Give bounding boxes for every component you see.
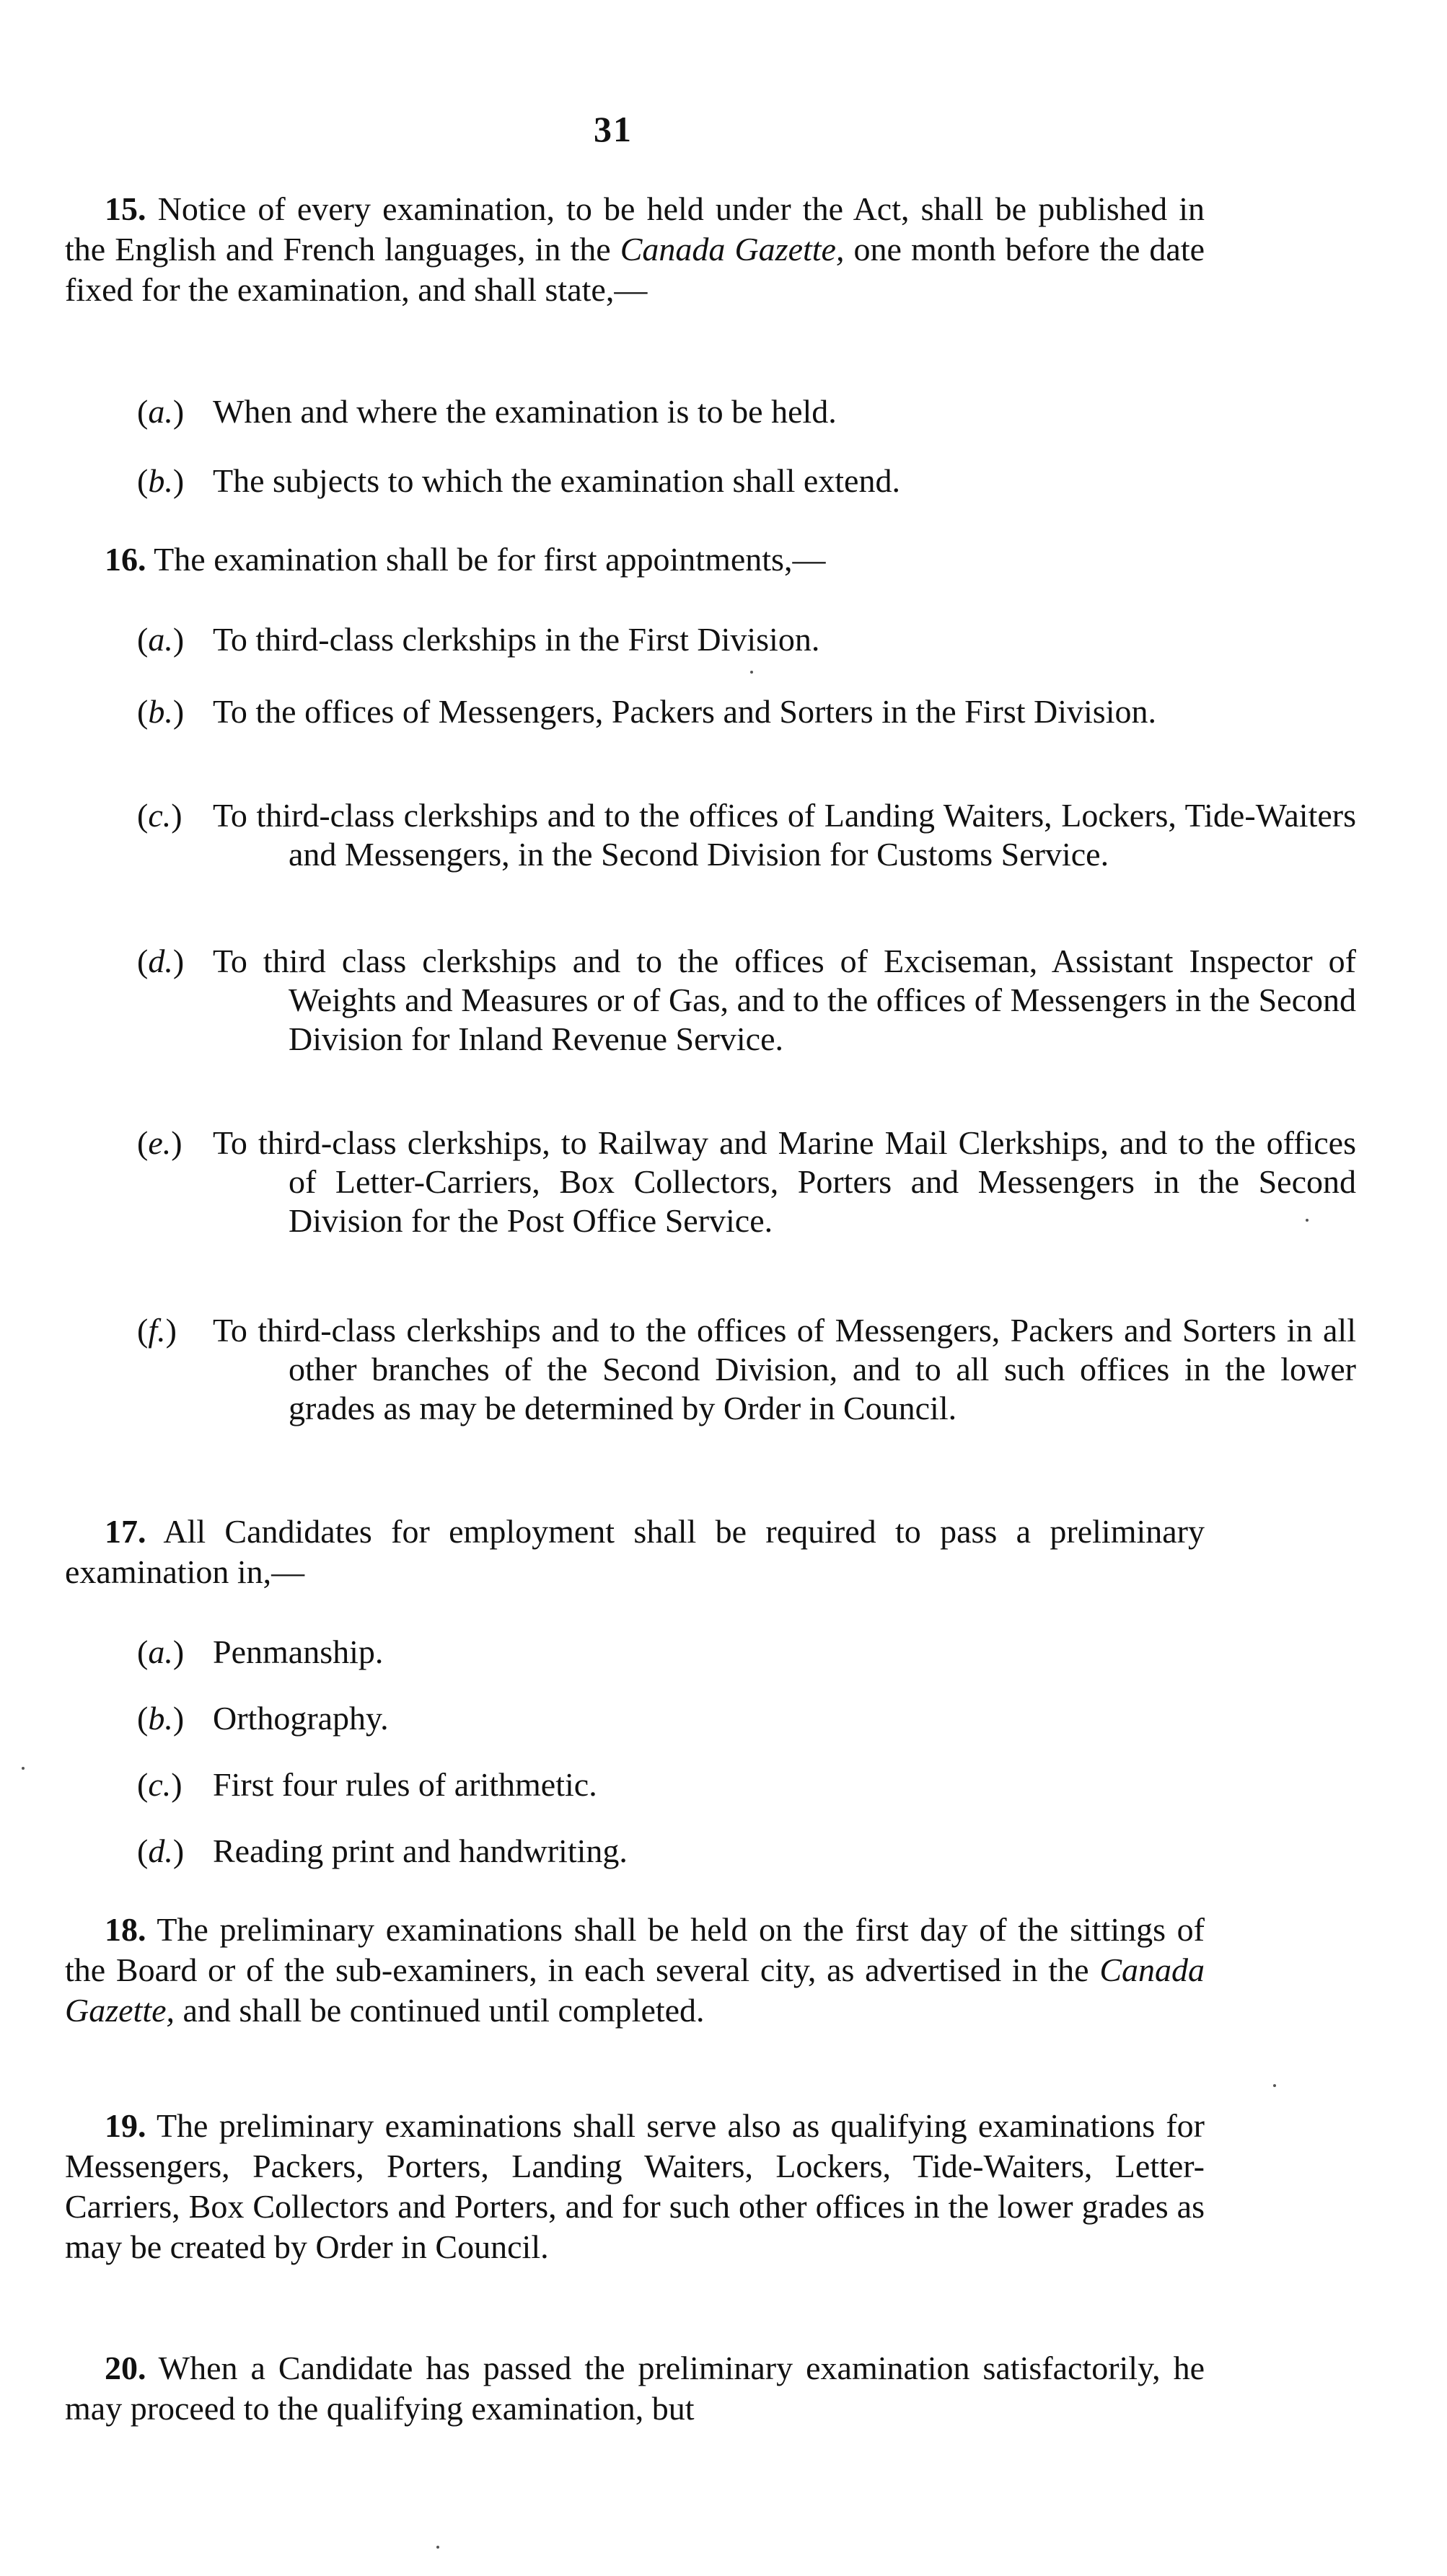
item-mark: c. <box>148 797 172 834</box>
list-item: (b.) To the offices of Messengers, Packers and Sorters in the First Division. <box>137 693 1156 730</box>
item-mark: a. <box>148 1633 173 1670</box>
list-item: (f.) To third-class clerkships and to the offices of Messengers, Packers and Sorters in all other branches of the Second Division, and to all such offices in the lower grades as may be determined by Order in Council. <box>137 1312 1356 1426</box>
list-item: (a.) When and where the examination is to be held. <box>137 393 837 430</box>
section-number: 19. <box>105 2107 146 2144</box>
section-text: All Candidates for employment shall be required to pass a preliminary examination in,— <box>65 1513 1205 1590</box>
item-mark: c. <box>148 1766 172 1803</box>
list-item: (c.) First four rules of arithmetic. <box>137 1766 597 1803</box>
section-number: 20. <box>105 2350 146 2386</box>
item-text: To third class clerkships and to the offices of Exciseman, Assistant Inspector of Weights and Measures or of Gas, and to the offices of Messengers in the Second Division for Inland Revenue Service. <box>213 943 1356 1057</box>
list-item: (e.) To third-class clerkships, to Railway and Marine Mail Clerkships, and to the offices of Letter-Carriers, Box Collectors, Porters and Messengers in the Second Division for the Post Office Service. <box>137 1124 1356 1239</box>
list-item: (a.) To third-class clerkships in the First Division. <box>137 621 820 658</box>
section-number: 18. <box>105 1911 146 1948</box>
section-text: and shall be continued until completed. <box>182 1992 705 2029</box>
print-speck <box>22 1767 25 1770</box>
item-text: The subjects to which the examination shall extend. <box>213 462 900 499</box>
list-item: (d.) To third class clerkships and to the offices of Exciseman, Assistant Inspector of Weights and Measures or of Gas, and to the offices of Messengers in the Second Division for Inland Revenue Service. <box>137 943 1356 1057</box>
section-text: The preliminary examinations shall serve also as qualifying examinations for Messengers, Packers, Porters, Landing Waiters, Lockers, Tide-Waiters, Letter-Carriers, Box Collectors and Porters, and for such other offices in the lower grades as may be created by Order in Council. <box>65 2107 1205 2265</box>
section-15 <box>65 189 1205 310</box>
section-number: 15. <box>105 190 146 227</box>
section-17 <box>65 1512 1205 1592</box>
list-item: (a.) Penmanship. <box>137 1633 384 1670</box>
section-text: one month before the date fixed for the examination, and shall state,— <box>65 231 1205 308</box>
section-19 <box>65 2106 1205 2267</box>
section-20 <box>65 2348 1205 2429</box>
item-text: To third-class clerkships in the First Division. <box>213 621 820 658</box>
item-text: To third-class clerkships and to the offices of Landing Waiters, Lockers, Tide-Waiters and Messengers, in the Second Division for Customs Service. <box>213 797 1356 873</box>
section-text: When a Candidate has passed the preliminary examination satisfactorily, he may proceed to the qualifying examination, but <box>65 2350 1205 2427</box>
item-mark: d. <box>148 1832 173 1869</box>
print-speck <box>436 2546 439 2549</box>
item-text: Orthography. <box>213 1700 389 1737</box>
list-item: (b.) The subjects to which the examination shall extend. <box>137 462 900 499</box>
section-text: The examination shall be for first appointments,— <box>154 541 826 578</box>
item-text: To the offices of Messengers, Packers and Sorters in the First Division. <box>213 693 1156 730</box>
item-text: Reading print and handwriting. <box>213 1832 628 1869</box>
item-text: When and where the examination is to be held. <box>213 393 837 430</box>
item-text: To third-class clerkships, to Railway and Marine Mail Clerkships, and to the offices of Letter-Carriers, Box Collectors, Porters and Messengers in the Second Division for the Post Office Service. <box>213 1124 1356 1239</box>
print-speck <box>1306 1219 1309 1222</box>
item-text: First four rules of arithmetic. <box>213 1766 597 1803</box>
item-mark: a. <box>148 621 173 658</box>
section-number: 17. <box>105 1513 146 1550</box>
item-mark: b. <box>148 1700 173 1737</box>
list-item: (d.) Reading print and handwriting. <box>137 1832 628 1869</box>
item-mark: f. <box>148 1312 166 1349</box>
section-text: The preliminary examinations shall be held on the first day of the sittings of the Board or of the sub-examiners, in each several city, as advertised in the <box>65 1911 1205 1988</box>
print-speck <box>750 671 753 674</box>
item-mark: b. <box>148 693 173 730</box>
section-16 <box>65 539 1205 580</box>
item-mark: e. <box>148 1124 172 1161</box>
section-italic-text: Canada Gazette, <box>65 1951 1205 2029</box>
item-text: Penmanship. <box>213 1633 384 1670</box>
section-italic-text: Canada Gazette, <box>620 231 845 268</box>
list-item: (c.) To third-class clerkships and to the offices of Landing Waiters, Lockers, Tide-Waiters and Messengers, in the Second Division for Customs Service. <box>137 797 1356 873</box>
item-mark: d. <box>148 943 173 979</box>
print-speck <box>1273 2084 1276 2087</box>
item-mark: b. <box>148 462 173 499</box>
section-18 <box>65 1910 1205 2031</box>
section-text: Notice of every examination, to be held under the Act, shall be published in the English and French languages, in the <box>65 190 1205 268</box>
item-mark: a. <box>148 393 173 430</box>
section-number: 16. <box>105 541 146 578</box>
list-item: (b.) Orthography. <box>137 1700 389 1737</box>
item-text: To third-class clerkships and to the offices of Messengers, Packers and Sorters in all other branches of the Second Division, and to all such offices in the lower grades as may be determined by Order in Council. <box>213 1312 1356 1426</box>
page-number: 31 <box>594 109 633 149</box>
